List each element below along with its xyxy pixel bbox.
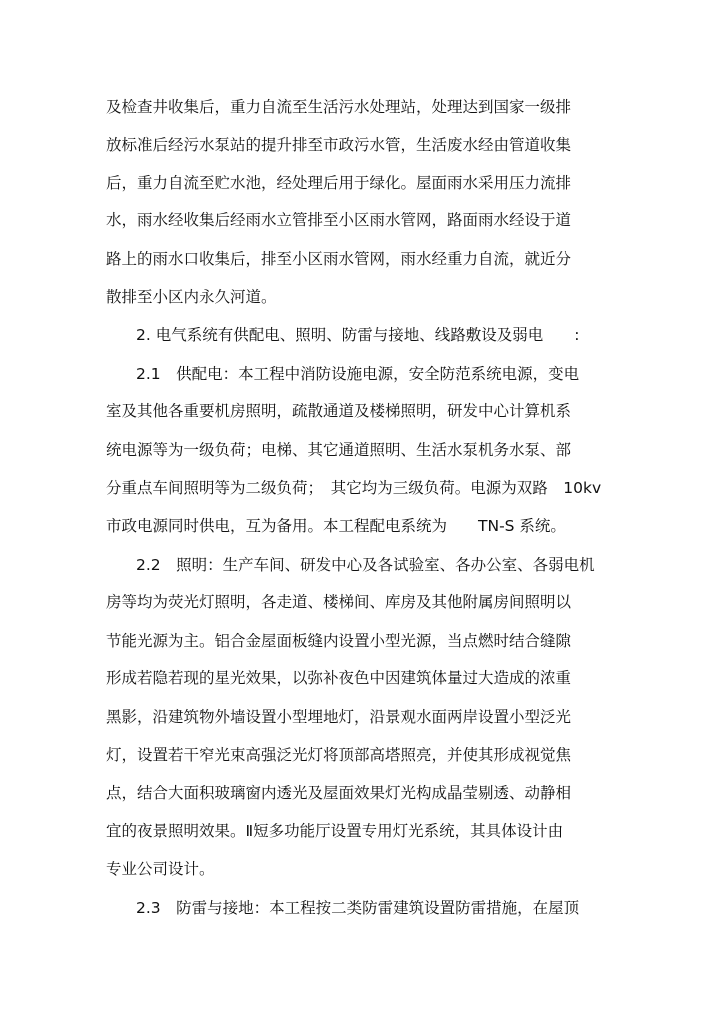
text-line: 形成若隐若现的星光效果，以弥补夜色中因建筑体量过大造成的浓重 bbox=[106, 669, 572, 687]
text-line: 后，重力自流至贮水池，经处理后用于绿化。屋面雨水采用压力流排 bbox=[106, 174, 572, 192]
text-line: 散排至小区内永久河道。 bbox=[106, 288, 277, 306]
text-line: 灯，设置若干窄光束高强泛光灯将顶部高塔照亮，并使其形成视觉焦 bbox=[106, 746, 572, 764]
text-line: 房等均为荧光灯照明，各走道、楼梯间、库房及其他附属房间照明以 bbox=[106, 593, 572, 611]
text-line: 宜的夜景照明效果。Ⅱ短多功能厅设置专用灯光系统，其具体设计由 bbox=[106, 822, 564, 840]
text-line: 专业公司设计。 bbox=[106, 860, 215, 878]
text-line: 放标准后经污水泵站的提升排至市政污水管，生活废水经由管道收集 bbox=[106, 136, 572, 154]
text-line: 路上的雨水口收集后，排至小区雨水管网，雨水经重力自流，就近分 bbox=[106, 250, 572, 268]
text-line: 市政电源同时供电，互为备用。本工程配电系统为 TN-S 系统。 bbox=[106, 517, 566, 535]
text-line: 及检查井收集后，重力自流至生活污水处理站，处理达到国家一级排 bbox=[106, 98, 572, 116]
text-line: 黑影，沿建筑物外墙设置小型埋地灯，沿景观水面两岸设置小型泛光 bbox=[106, 708, 572, 726]
text-line: 2.2 照明：生产车间、研发中心及各试验室、各办公室、各弱电机 bbox=[136, 556, 595, 574]
text-line: 2.3 防雷与接地：本工程按二类防雷建筑设置防雷措施，在屋顶 bbox=[136, 899, 580, 917]
text-line: 节能光源为主。铝合金屋面板缝内设置小型光源，当点燃时结合缝隙 bbox=[106, 632, 572, 650]
text-line: 分重点车间照明等为二级负荷； 其它均为三级负荷。电源为双路 10kv bbox=[106, 479, 602, 497]
text-line: 2.1 供配电：本工程中消防设施电源，安全防范系统电源，变电 bbox=[136, 365, 580, 383]
text-line: 室及其他各重要机房照明，疏散通道及楼梯照明，研发中心计算机系 bbox=[106, 402, 572, 420]
text-line: 水，雨水经收集后经雨水立管排至小区雨水管网，路面雨水经设于道 bbox=[106, 211, 572, 229]
text-line: 点，结合大面积玻璃窗内透光及屋面效果灯光构成晶莹剔透、动静相 bbox=[106, 784, 572, 802]
text-line: 统电源等为一级负荷；电梯、其它通道照明、生活水泵机务水泵、部 bbox=[106, 441, 572, 459]
section-heading: 2. 电气系统有供配电、照明、防雷与接地、线路敷设及弱电 : bbox=[136, 326, 580, 344]
